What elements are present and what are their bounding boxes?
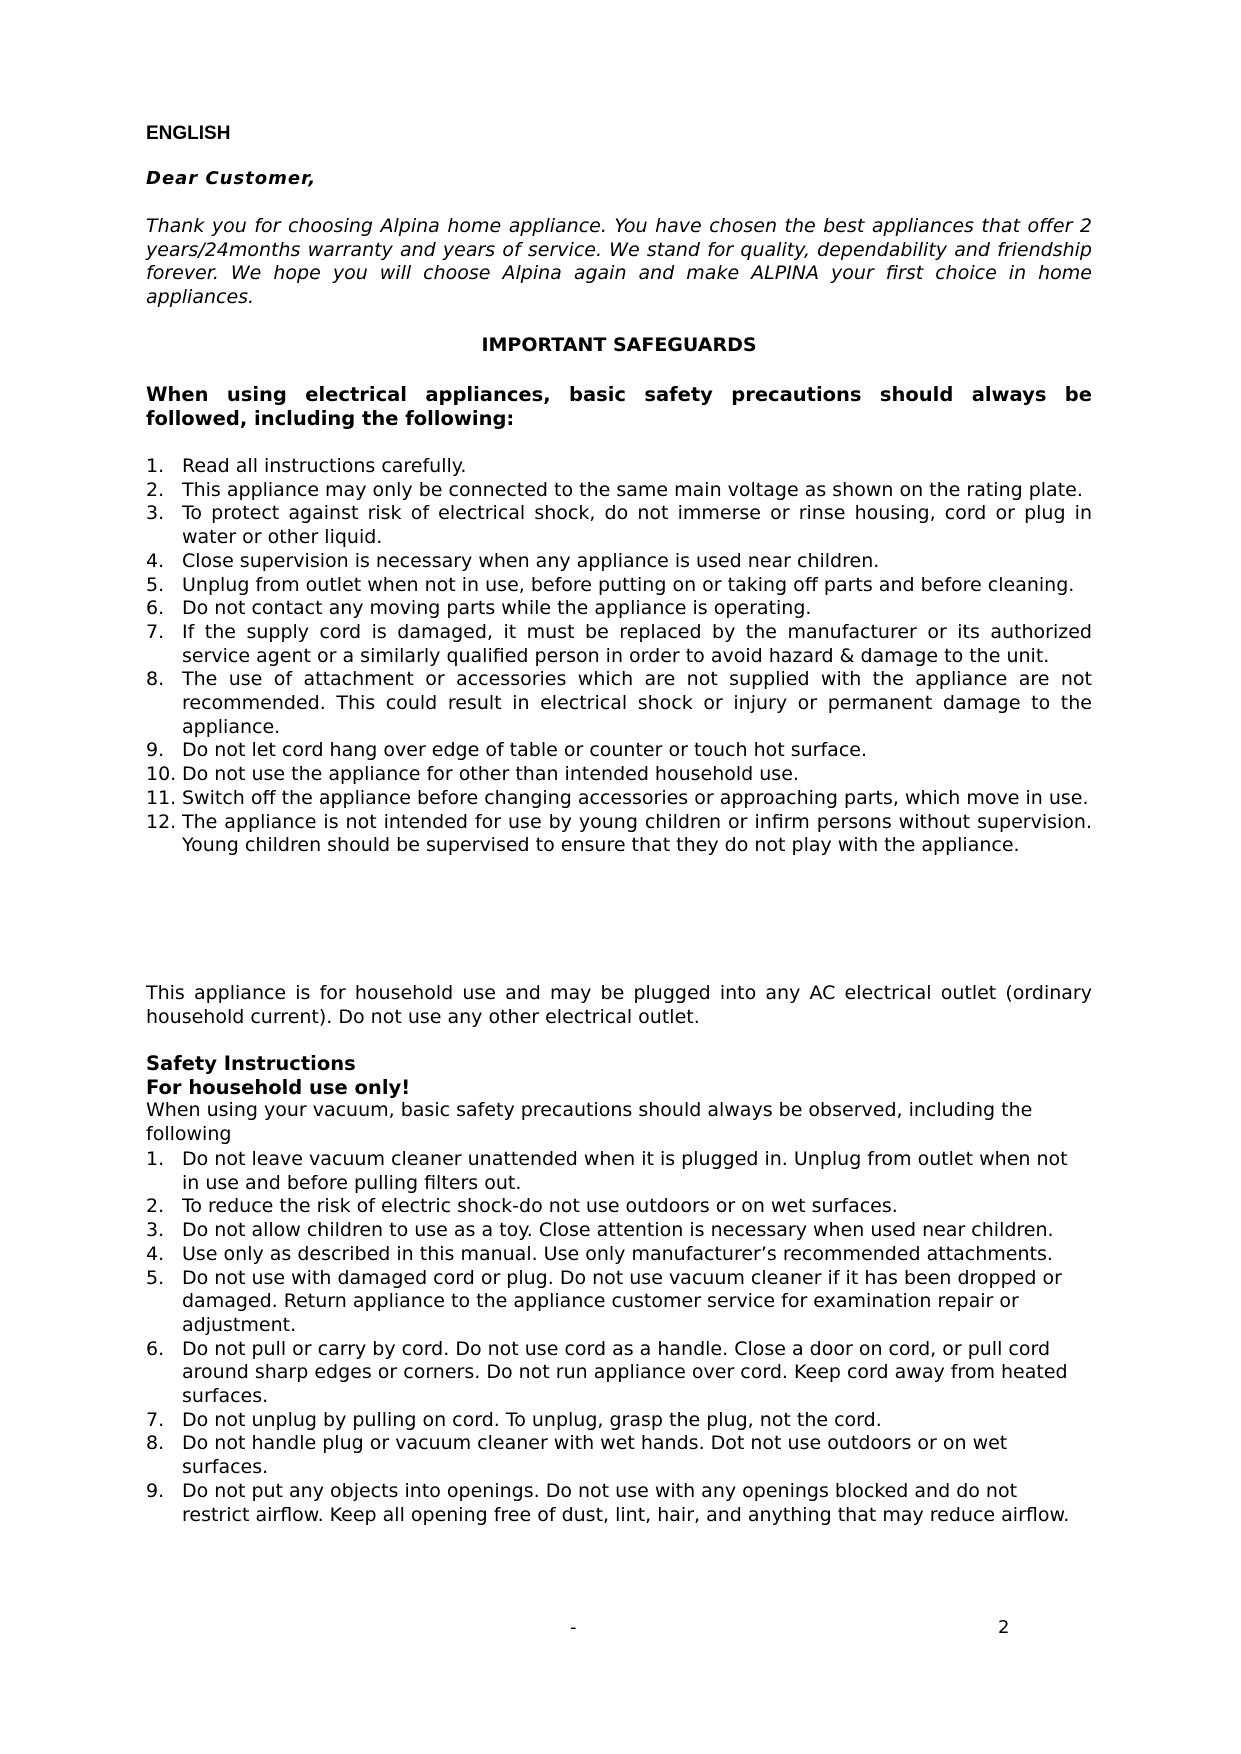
list-item-text: Use only as described in this manual. Use only manufacturer’s recommended attachments.	[182, 1242, 1053, 1265]
safeguards-lead	[146, 383, 1092, 431]
list-item-text: Close supervision is necessary when any appliance is used near children.	[182, 549, 880, 572]
list-item-number: 7.	[146, 620, 165, 643]
list-item-text: Read all instructions carefully.	[182, 455, 467, 477]
list-item	[146, 621, 1092, 668]
list-item	[146, 574, 1092, 598]
list-item	[146, 1432, 1086, 1479]
list-item	[146, 1267, 1086, 1338]
household-note: This appliance is for household use and may be plugged into any AC electrical outlet (ordinary household current). Do not use any other electrical outlet.	[146, 982, 1092, 1028]
list-item	[146, 1148, 1086, 1195]
list-item-text: Do not handle plug or vacuum cleaner with wet hands. Dot not use outdoors or on wet surfaces.	[182, 1432, 1008, 1479]
list-item-text: Unplug from outlet when not in use, before putting on or taking off parts and before cleaning.	[182, 573, 1075, 596]
list-item-number: 6.	[146, 597, 165, 620]
list-item-number: 8.	[146, 668, 165, 691]
list-item-text: Do not use the appliance for other than intended household use.	[182, 763, 799, 786]
list-item-text: Do not allow children to use as a toy. Close attention is necessary when used near children.	[182, 1219, 1054, 1242]
list-item	[146, 479, 1092, 503]
safeguards-title: IMPORTANT SAFEGUARDS	[481, 334, 757, 356]
safeguards-lead-line-1: When using electrical appliances, basic safety precautions should always be	[146, 383, 1092, 406]
list-item-text: To reduce the risk of electric shock-do not use outdoors or on wet surfaces.	[182, 1195, 898, 1218]
list-item	[146, 787, 1092, 811]
list-item-number: 7.	[146, 1408, 165, 1431]
list-item-text: Do not leave vacuum cleaner unattended when it is plugged in. Unplug from outlet when not in use and before pulling filters out.	[182, 1148, 1068, 1194]
list-item-number: 5.	[146, 1266, 165, 1289]
list-item-number: 4.	[146, 1242, 165, 1265]
list-item-number: 9.	[146, 1479, 165, 1502]
list-item-text: This appliance may only be connected to the same main voltage as shown on the rating plate.	[182, 478, 1083, 501]
list-item-number: 1.	[146, 1148, 165, 1170]
household-use-subtitle: For household use only!	[146, 1076, 411, 1099]
footer-dash: -	[570, 1617, 577, 1638]
list-item-text: The use of attachment or accessories which are not supplied with the appliance are not recommended. This could result in electrical shock or injury or permanent damage to the appliance.	[182, 668, 1092, 738]
list-item-number: 2.	[146, 1195, 165, 1218]
list-item	[146, 502, 1092, 549]
safeguards-lead-line-2: followed, including the following:	[146, 407, 515, 430]
list-item	[146, 668, 1092, 739]
list-item-number: 4.	[146, 549, 165, 572]
list-item	[146, 1219, 1086, 1243]
list-item-number: 12.	[146, 810, 177, 833]
list-item-text: To protect against risk of electrical shock, do not immerse or rinse housing, cord or plug in water or other liquid.	[182, 502, 1092, 549]
list-item	[146, 739, 1092, 763]
list-item-number: 10.	[146, 763, 177, 786]
list-item	[146, 550, 1092, 574]
vacuum-intro: When using your vacuum, basic safety precautions should always be observed, including the following	[146, 1099, 1033, 1145]
list-item	[146, 597, 1092, 621]
list-item-text: Do not contact any moving parts while the appliance is operating.	[182, 597, 812, 620]
list-item	[146, 1195, 1086, 1219]
safeguards-list	[146, 455, 1092, 858]
list-item	[146, 455, 1092, 479]
list-item-number: 3.	[146, 1219, 165, 1242]
list-item-number: 9.	[146, 739, 165, 762]
list-item-number: 3.	[146, 502, 165, 525]
list-item-text: Do not let cord hang over edge of table or counter or touch hot surface.	[182, 739, 868, 762]
list-item-text: Switch off the appliance before changing accessories or approaching parts, which move in use.	[182, 786, 1089, 809]
list-item-number: 11.	[146, 786, 177, 809]
safety-instructions-title: Safety Instructions	[146, 1052, 356, 1075]
page-number: 2	[998, 1617, 1010, 1638]
list-item-number: 1.	[146, 455, 165, 477]
list-item-text: Do not use with damaged cord or plug. Do not use vacuum cleaner if it has been dropped or damaged. Return appliance to the appliance customer service for examination repair or adjustment.	[182, 1266, 1062, 1336]
intro-paragraph: Thank you for choosing Alpina home appliance. You have chosen the best appliances that offer 2 years/24months warranty and years of service. We stand for quality, dependability and friendship forever. We hope you will choose Alpina again and make ALPINA your first choice in home appliances.	[146, 215, 1092, 308]
language-heading: ENGLISH	[146, 123, 231, 144]
list-item-number: 2.	[146, 478, 165, 501]
list-item-text: Do not unplug by pulling on cord. To unplug, grasp the plug, not the cord.	[182, 1408, 882, 1431]
greeting: Dear Customer,	[146, 168, 317, 189]
list-item	[146, 1409, 1086, 1433]
list-item-number: 6.	[146, 1337, 165, 1360]
list-item-text: Do not pull or carry by cord. Do not use cord as a handle. Close a door on cord, or pull cord around sharp edges or corners. Do not run appliance over cord. Keep cord away from heated surfaces.	[182, 1337, 1068, 1408]
list-item	[146, 1338, 1086, 1409]
list-item-number: 8.	[146, 1432, 165, 1455]
list-item	[146, 763, 1092, 787]
list-item	[146, 1243, 1086, 1267]
list-item	[146, 1480, 1086, 1527]
vacuum-safety-list	[146, 1148, 1086, 1527]
list-item-text: Do not put any objects into openings. Do not use with any openings blocked and do not restrict airflow. Keep all opening free of dust, lint, hair, and anything that may reduce airflow.	[182, 1479, 1070, 1526]
list-item-text: If the supply cord is damaged, it must be replaced by the manufacturer or its authorized service agent or a similarly qualified person in order to avoid hazard & damage to the unit.	[182, 620, 1092, 667]
list-item-number: 5.	[146, 573, 165, 596]
list-item	[146, 811, 1092, 858]
list-item-text: The appliance is not intended for use by young children or infirm persons without supervision. Young children should be supervised to ensure that they do not play with the appliance.	[182, 810, 1092, 857]
